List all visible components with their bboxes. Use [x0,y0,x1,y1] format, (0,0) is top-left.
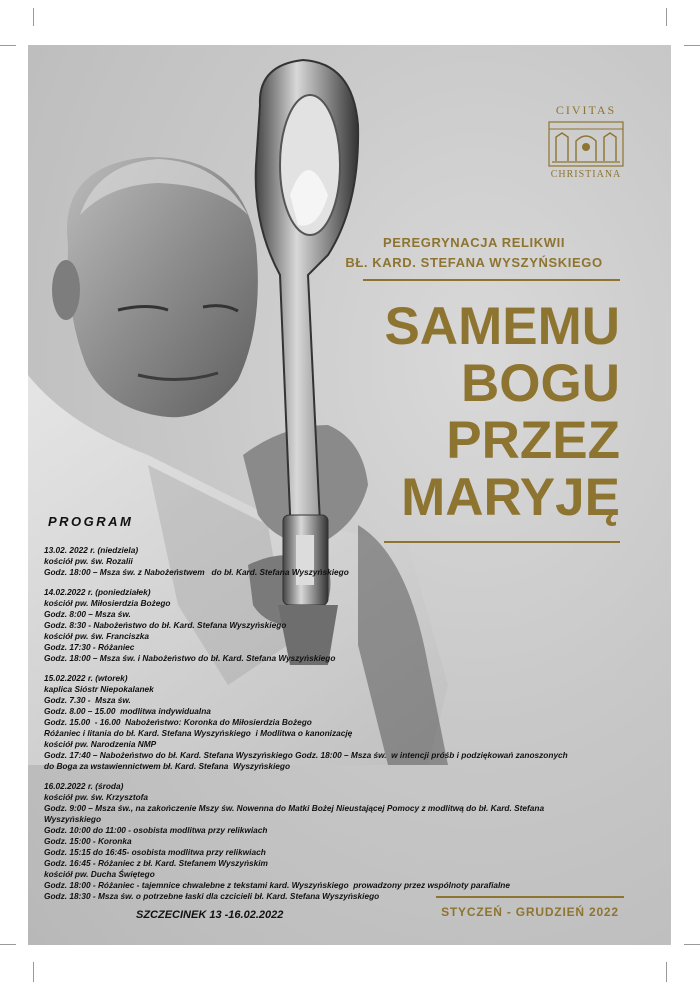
program-line: Godz. 18:00 – Msza św. i Nabożeństwo do bł. Kard. Stefana Wyszyńskiego [44,653,336,663]
program-line: do Boga za wstawiennictwem bł. Kard. Stefana Wyszyńskiego [44,761,291,771]
subtitle-line-1: PEREGRYNACJA RELIKWII [382,235,566,250]
program-day [44,545,634,578]
crop-mark [0,45,16,46]
program-line: Różaniec i litania do bł. Kard. Stefana Wyszyńskiego i Modlitwa o kanonizację [44,728,353,738]
logo-text-top: CIVITAS [555,103,617,117]
civitas-christiana-logo [546,103,626,180]
program-line: Godz. 17:40 – Nabożeństwo do bł. Kard. Stefana Wyszyńskiego Godz. 18:00 – Msza św. w intencji próśb i podziękowań zanoszonych [44,750,568,760]
city-dates: SZCZECINEK 13 -16.02.2022 [136,909,284,921]
program-line: kościół pw. św. Franciszka [44,631,149,641]
program-line: Godz. 18:30 - Msza św. o potrzebne łaski dla czcicieli bł. Kard. Stefana Wyszyńskiego [44,891,380,901]
program-line: Godz. 8:30 - Nabożeństwo do bł. Kard. Stefana Wyszyńskiego [44,620,287,630]
crop-mark [33,8,34,26]
program-line: 14.02.2022 r. (poniedziałek) [44,587,151,597]
program-day [44,673,634,772]
program-line: Godz. 15.00 - 16.00 Nabożeństwo: Koronka do Miłosierdzia Bożego [44,717,312,727]
program-line: Godz. 8:00 – Msza św. [44,609,131,619]
program-line: Godz. 17:30 - Różaniec [44,642,135,652]
program-line: kościół pw. Narodzenia NMP [44,739,157,749]
program-line: kościół pw. św. Krzysztofa [44,792,149,802]
title-line-3: PRZEZ [446,411,620,470]
program-day [44,781,634,902]
crop-mark [684,45,700,46]
program-line: Godz. 18:00 – Msza św. z Nabożeństwem do bł. Kard. Stefana Wyszyńskiego [44,567,349,577]
program-line: 15.02.2022 r. (wtorek) [44,673,128,683]
program-line: kościół pw. Ducha Świętego [44,869,155,879]
program-line: Godz. 15:00 - Koronka [44,836,132,846]
crop-mark [33,962,34,982]
crop-mark [0,944,16,945]
divider-middle [384,541,620,543]
poster [28,45,671,945]
subtitle [328,233,620,273]
program-list [44,545,634,911]
program-line: Godz. 10:00 do 11:00 - osobista modlitwa przy relikwiach [44,825,268,835]
year-range: STYCZEŃ - GRUDZIEŃ 2022 [441,905,619,919]
program-line: Godz. 16:45 - Różaniec z bł. Kard. Stefanem Wyszyńskim [44,858,268,868]
divider-top [363,279,620,281]
crop-mark [684,944,700,945]
program-line: Godz. 9:00 – Msza św., na zakończenie Mszy św. Nowenna do Matki Bożej Nieustającej Pomocy z modlitwą do bł. Kard. Stefana [44,803,545,813]
program-line: Godz. 8.00 – 15.00 modlitwa indywidualna [44,706,211,716]
title-line-4: MARYJĘ [401,468,620,527]
program-day [44,587,634,664]
program-line: kościół pw. Miłosierdzia Bożego [44,598,171,608]
program-heading: PROGRAM [48,514,134,529]
crop-mark [666,962,667,982]
program-line: Godz. 7.30 - Msza św. [44,695,131,705]
main-title [348,298,620,526]
subtitle-line-2: BŁ. KARD. STEFANA WYSZYŃSKIEGO [345,255,603,270]
program-line: Wyszyńskiego [44,814,102,824]
logo-text-bottom: CHRISTIANA [550,169,622,180]
program-line: 13.02. 2022 r. (niedziela) [44,545,139,555]
crop-mark [666,8,667,26]
title-line-1: SAMEMU [384,297,620,356]
program-line: kaplica Sióstr Niepokalanek [44,684,154,694]
logo-emblem-icon [548,121,624,167]
title-line-2: BOGU [461,354,620,413]
program-line: kościół pw. św. Rozalii [44,556,133,566]
divider-bottom [436,896,624,898]
program-line: Godz. 15:15 do 16:45- osobista modlitwa przy relikwiach [44,847,266,857]
program-line: 16.02.2022 r. (środa) [44,781,124,791]
program-line: Godz. 18:00 - Różaniec - tajemnice chwalebne z tekstami kard. Wyszyńskiego prowadzony przez wspólnoty parafialne [44,880,510,890]
